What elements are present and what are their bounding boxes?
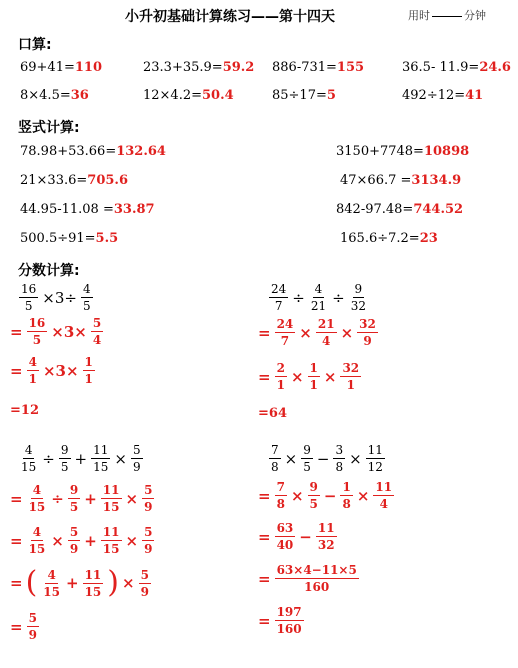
question-text: 12×4.2= [143, 88, 203, 103]
fraction: $\frac{63\times 4-11\times 5}{160}$ [276, 563, 357, 594]
fraction: $\frac{11}{15}$ [102, 483, 120, 514]
page-title: 小升初基础计算练习——第十四天 [125, 9, 335, 25]
operator: ÷ [292, 288, 305, 307]
operator: × [114, 449, 127, 468]
vertical-problem-8 [340, 231, 438, 246]
answer-text: 5.5 [95, 231, 119, 246]
fraction: $\frac{32}{9}$ [359, 317, 376, 348]
oral-problem-6 [143, 88, 234, 103]
question-text: 165.6÷7.2= [340, 231, 420, 246]
fraction-4-result: = $\frac{197}{160}$ [258, 605, 302, 636]
operator: × [356, 486, 370, 505]
fraction-4-step-2: = $\frac{63}{40}$ − $\frac{11}{32}$ [258, 521, 335, 552]
oral-problem-8 [402, 88, 483, 103]
fraction: $\frac{32}{1}$ [342, 361, 360, 392]
fraction: $\frac{197}{160}$ [276, 605, 302, 636]
vertical-problem-1 [20, 144, 166, 159]
operator: ×3÷ [42, 288, 77, 307]
operator: × [290, 486, 304, 505]
answer-text: 3134.9 [411, 173, 462, 188]
left-paren: ( [25, 565, 38, 600]
fraction: $\frac{11}{15}$ [84, 567, 102, 599]
oral-problem-7 [272, 88, 336, 103]
question-text: 78.98+53.66= [20, 144, 117, 159]
answer-text: 744.52 [413, 202, 464, 217]
fraction: $\frac{11}{15}$ [102, 525, 120, 556]
operator: ÷ [332, 288, 345, 307]
time-unit: 分钟 [464, 9, 486, 22]
fraction-2-step-1: = $\frac{24}{7}$ × $\frac{21}{4}$ × $\frac{32}{9}$ [258, 317, 376, 348]
fraction: $\frac{21}{4}$ [317, 317, 335, 348]
operator: × [122, 574, 135, 592]
operator: ×3× [42, 361, 79, 380]
operator: × [284, 449, 298, 468]
fraction: $\frac{24}{7}$ [276, 317, 294, 348]
fraction-2-step-2: = $\frac{2}{1}$ × $\frac{1}{1}$ × $\frac{32}{1}$ [258, 361, 360, 392]
answer-text: 33.87 [113, 202, 155, 217]
section-vertical: 竖式计算: [18, 120, 80, 136]
fraction-problem-3 [18, 444, 144, 473]
fraction-problem-2 [268, 283, 369, 312]
fraction-3-step-3: = ( $\frac{4}{15}$ + $\frac{11}{15}$ ) × $\frac{5}{9}$ [10, 565, 149, 600]
question-text: 842-97.48= [336, 202, 414, 217]
operator: × [51, 531, 64, 550]
fraction: $\frac{5}{9}$ [132, 443, 141, 474]
answer-text: 24.6 [479, 60, 511, 75]
fraction: $\frac{9}{5}$ [69, 483, 79, 514]
operator: − [323, 486, 337, 505]
fraction: $\frac{11}{12}$ [367, 443, 383, 474]
fraction: $\frac{9}{5}$ [60, 443, 69, 474]
operator: × [349, 449, 362, 468]
question-text: 8×4.5= [20, 88, 71, 103]
answer-text: 5 [326, 88, 336, 103]
operator: ×3× [51, 322, 87, 341]
oral-problem-3 [272, 60, 364, 75]
time-label: 用时 [408, 9, 430, 22]
fraction: $\frac{1}{1}$ [309, 361, 318, 392]
operator: × [125, 531, 139, 550]
answer-text: 41 [465, 88, 484, 103]
fraction: $\frac{4}{15}$ [43, 567, 60, 599]
fraction: $\frac{11}{4}$ [375, 480, 393, 511]
fraction: $\frac{7}{8}$ [271, 443, 279, 474]
fraction: $\frac{11}{32}$ [317, 521, 335, 552]
fraction: $\frac{4}{15}$ [28, 525, 46, 556]
oral-problem-4 [402, 60, 511, 75]
fraction: $\frac{24}{7}$ [271, 282, 287, 313]
fraction: $\frac{1}{8}$ [342, 480, 351, 511]
fraction: $\frac{4}{15}$ [28, 483, 46, 514]
time-field [408, 7, 486, 23]
fraction-2-result: =64 [258, 406, 287, 421]
operator: × [290, 367, 304, 386]
vertical-problem-6 [336, 202, 463, 217]
answer-text: 23 [419, 231, 438, 246]
answer-text: 10898 [423, 144, 470, 159]
question-text: 500.5÷91= [20, 231, 96, 246]
answer-text: 36 [70, 88, 89, 103]
operator: + [84, 489, 97, 508]
oral-problem-1 [20, 60, 102, 75]
fraction: $\frac{5}{9}$ [144, 525, 153, 556]
fraction: $\frac{9}{5}$ [309, 480, 318, 511]
fraction-3-step-1: = $\frac{4}{15}$ ÷ $\frac{9}{5}$ + $\frac{11}{15}$ × $\frac{5}{9}$ [10, 483, 153, 514]
question-text: 492÷12= [402, 88, 466, 103]
operator: ÷ [42, 449, 55, 468]
fraction: $\frac{9}{32}$ [350, 282, 366, 313]
vertical-problem-3 [20, 173, 128, 188]
fraction: $\frac{11}{15}$ [93, 443, 109, 474]
fraction: $\frac{5}{9}$ [69, 525, 79, 556]
section-fraction: 分数计算: [18, 263, 80, 279]
fraction: $\frac{1}{1}$ [84, 355, 93, 386]
fraction-1-step-2: = $\frac{4}{1}$ ×3× $\frac{1}{1}$ [10, 355, 93, 386]
fraction-problem-1 [18, 283, 94, 312]
question-text: 44.95-11.08 = [20, 202, 114, 217]
fraction-3-result: = $\frac{5}{9}$ [10, 611, 37, 642]
oral-problem-5 [20, 88, 89, 103]
fraction: $\frac{16}{5}$ [28, 316, 46, 347]
vertical-problem-5 [20, 202, 155, 217]
fraction: $\frac{7}{8}$ [276, 480, 285, 511]
answer-text: 132.64 [116, 144, 166, 159]
fraction-4-step-1: = $\frac{7}{8}$ × $\frac{9}{5}$ − $\frac{1}{8}$ × $\frac{11}{4}$ [258, 480, 393, 511]
operator: + [84, 531, 97, 550]
section-oral: 口算: [18, 37, 52, 53]
time-blank [432, 15, 462, 17]
fraction: $\frac{9}{5}$ [303, 443, 311, 474]
question-text: 23.3+35.9= [143, 60, 223, 75]
operator: × [299, 323, 312, 342]
fraction-problem-4 [268, 444, 386, 473]
fraction: $\frac{63}{40}$ [276, 521, 294, 552]
answer-text: 110 [74, 60, 103, 75]
operator: × [125, 489, 139, 508]
fraction: $\frac{4}{5}$ [82, 282, 91, 313]
operator: + [74, 449, 88, 468]
operator: − [316, 449, 330, 468]
operator: − [299, 527, 312, 546]
operator: + [66, 574, 79, 592]
answer-text: 50.4 [202, 88, 234, 103]
operator: ÷ [51, 489, 64, 508]
fraction: $\frac{16}{5}$ [21, 282, 37, 313]
fraction: $\frac{5}{9}$ [28, 611, 37, 642]
fraction: $\frac{4}{15}$ [21, 443, 37, 474]
fraction-3-step-2: = $\frac{4}{15}$ × $\frac{5}{9}$ + $\frac{11}{15}$ × $\frac{5}{9}$ [10, 525, 153, 556]
vertical-problem-7 [20, 231, 118, 246]
question-text: 886-731= [272, 60, 337, 75]
fraction: $\frac{5}{9}$ [144, 483, 153, 514]
vertical-problem-2 [336, 144, 469, 159]
question-text: 21×33.6= [20, 173, 88, 188]
question-text: 85÷17= [272, 88, 327, 103]
answer-text: 59.2 [222, 60, 255, 75]
fraction-1-step-1: = $\frac{16}{5}$ ×3× $\frac{5}{4}$ [10, 316, 102, 347]
fraction: $\frac{4}{1}$ [28, 355, 37, 386]
fraction: $\frac{3}{8}$ [335, 443, 344, 474]
fraction: $\frac{5}{4}$ [92, 316, 102, 347]
fraction: $\frac{4}{21}$ [310, 282, 327, 313]
fraction-4-step-3: = $\frac{63\times 4-11\times 5}{160}$ [258, 563, 357, 594]
fraction-1-result: =12 [10, 403, 39, 418]
fraction: $\frac{5}{9}$ [140, 567, 149, 599]
operator: × [323, 367, 337, 386]
answer-text: 155 [336, 60, 365, 75]
question-text: 36.5- 11.9= [402, 60, 480, 75]
fraction: $\frac{2}{1}$ [276, 361, 285, 392]
question-text: 69+41= [20, 60, 75, 75]
right-paren: ) [107, 565, 119, 600]
question-text: 47×66.7 = [340, 173, 412, 188]
operator: × [340, 323, 354, 342]
answer-text: 705.6 [87, 173, 128, 188]
vertical-problem-4 [340, 173, 461, 188]
question-text: 3150+7748= [336, 144, 424, 159]
oral-problem-2 [143, 60, 254, 75]
